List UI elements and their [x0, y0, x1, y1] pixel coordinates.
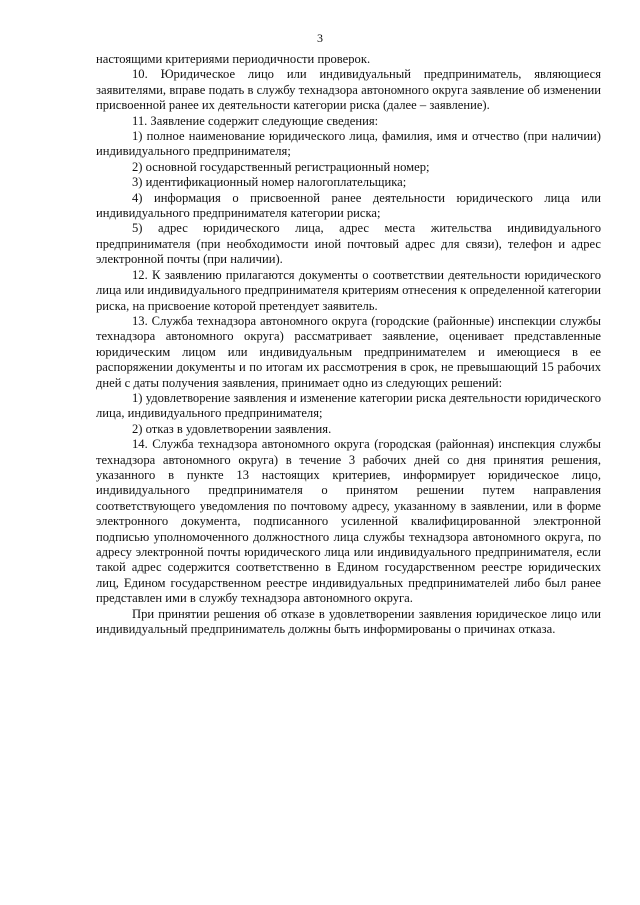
paragraph: 1) полное наименование юридического лица, фамилия, имя и отчество (при наличии) индивидуального предпринимателя; [96, 129, 601, 159]
paragraph: настоящими критериями периодичности проверок. [96, 52, 371, 66]
paragraph: 10. Юридическое лицо или индивидуальный предприниматель, являющиеся заявителями, вправе подать в службу технадзора автономного округа заявление об изменении присвоенной ранее их деятельности категории риска (далее – заявление). [96, 67, 601, 113]
paragraph: 5) адрес юридического лица, адрес места жительства индивидуального предпринимателя (при необходимости иной почтовый адрес для связи), телефон и адрес электронной почты (при наличии). [96, 221, 601, 267]
paragraph: 4) информация о присвоенной ранее деятельности юридического лица или индивидуального предпринимателя категории риска; [96, 190, 601, 221]
paragraph: 2) отказ в удовлетворении заявления. [132, 421, 332, 436]
paragraph: 1) удовлетворение заявления и изменение категории риска деятельности юридического лица, индивидуального предпринимателя; [96, 390, 601, 421]
paragraph: 12. К заявлению прилагаются документы о соответствии деятельности юридического лица или индивидуального предпринимателя критериям отнесения к определенной категории риска, на присвоение которой претендует заявитель. [96, 267, 601, 313]
paragraph: 11. Заявление содержит следующие сведения: [132, 113, 379, 128]
paragraph: При принятии решения об отказе в удовлетворении заявления юридическое лицо или индивидуальный предприниматель должны быть информированы о причинах отказа. [96, 606, 601, 637]
paragraph: 14. Служба технадзора автономного округа (городская (районная) инспекция службы технадзора автономного округа) в течение 3 рабочих дней со дня принятия решения, указанного в пункте 13 настоящих критериев, информирует юридическое лицо, индивидуального предпринимателя о принятом решении путем направления соответствующего уведомления по почтовому адресу, указанному в заявлении, или в форме электронного документа, подписанного усиленной квалифицированной электронной подписью уполномоченного должностного лица службы технадзора автономного округа, по адресу электронной почты юридического лица или индивидуального предпринимателя, если такой адрес содержится соответственно в Едином государственном реестре юридических лиц, Едином государственном реестре индивидуальных предпринимателей либо был ранее представлен ими в службу технадзора автономного округа. [96, 437, 601, 606]
paragraph: 13. Служба технадзора автономного округа (городские (районные) инспекции службы технадзора автономного округа) рассматривает заявление, оценивает представленные юридическим лицом или индивидуальным предпринимателем и имеющиеся в ее распоряжении документы и по итогам их рассмотрения в срок, не превышающий 15 рабочих дней с даты получения заявления, принимает одно из следующих решений: [96, 313, 601, 390]
page-number: 3 [317, 31, 323, 45]
document-body [96, 52, 601, 637]
paragraph: 3) идентификационный номер налогоплательщика; [132, 175, 407, 190]
paragraph: 2) основной государственный регистрационный номер; [132, 159, 430, 174]
